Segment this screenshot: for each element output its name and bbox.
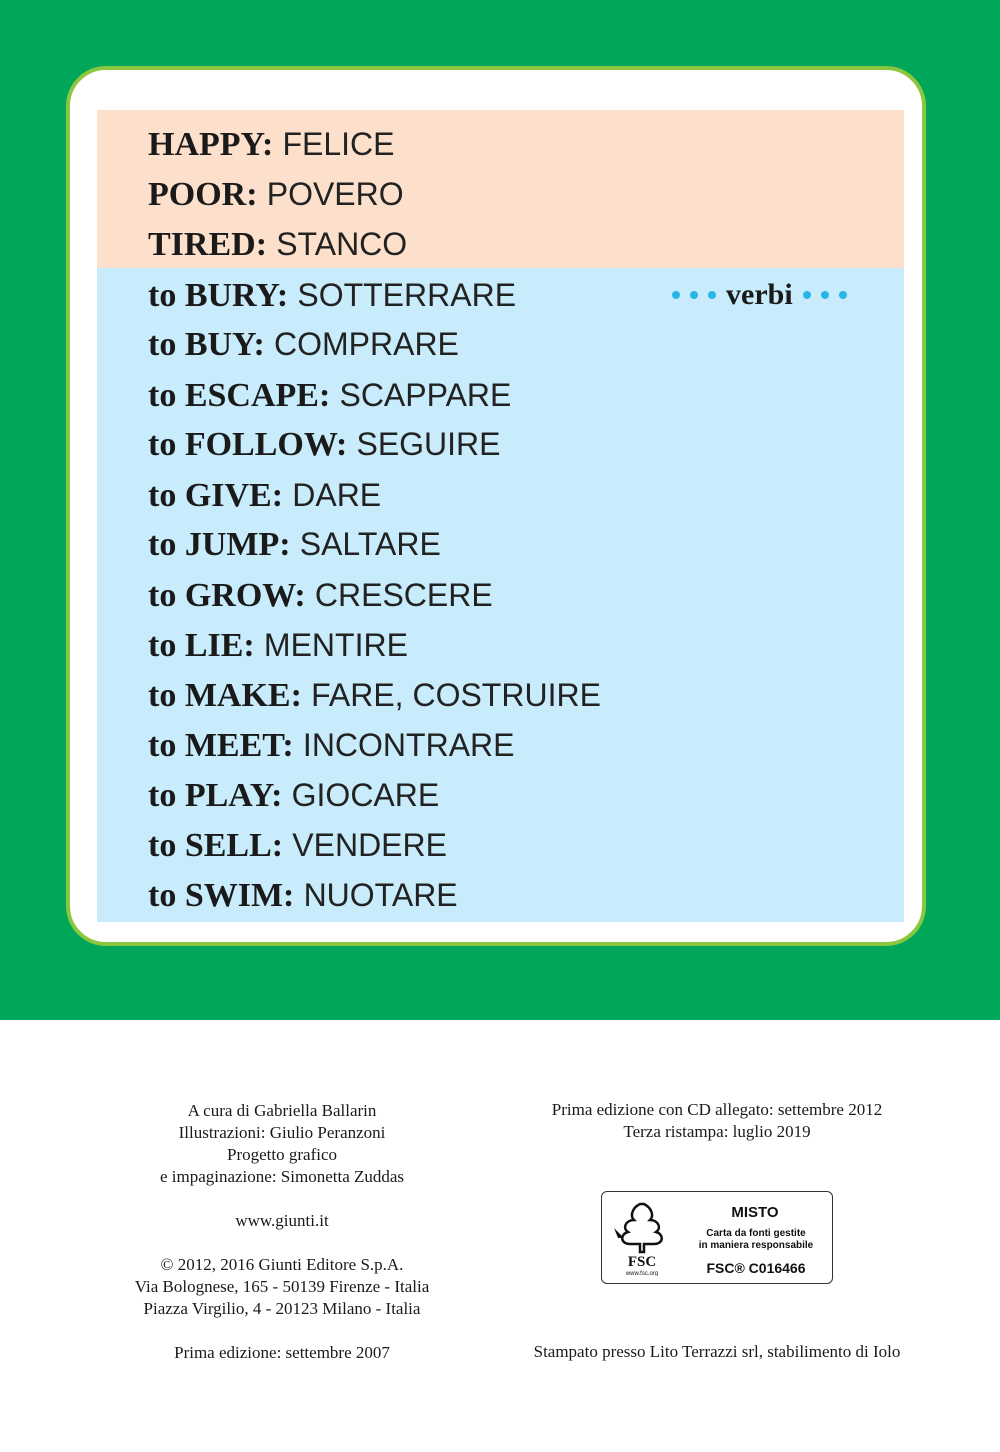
- vocab-term: to SELL:: [148, 827, 284, 864]
- vocab-term: POOR:: [148, 176, 258, 213]
- vocab-term: to MAKE:: [148, 677, 302, 714]
- fsc-misto-label: MISTO: [731, 1204, 779, 1221]
- vocab-translation: SEGUIRE: [356, 426, 501, 462]
- vocab-entry-buy: [148, 324, 459, 364]
- vocab-entry-follow: [148, 424, 501, 464]
- vocab-entry-tired: [148, 224, 407, 264]
- edition-line: Prima edizione con CD allegato: settembre 2012: [551, 1100, 883, 1119]
- vocab-term: to PLAY:: [148, 777, 283, 814]
- first-edition-date: Prima edizione: settembre 2007: [174, 1343, 390, 1362]
- vocab-translation: SOTTERRARE: [297, 277, 517, 313]
- copyright-line: © 2012, 2016 Giunti Editore S.p.A.: [160, 1255, 404, 1274]
- vocab-entry-give: [148, 475, 381, 515]
- svg-text:FSC: FSC: [627, 1254, 657, 1270]
- vocab-entry-play: [148, 775, 439, 815]
- credit-line: Illustrazioni: Giulio Peranzoni: [178, 1123, 386, 1142]
- vocab-translation: VENDERE: [292, 827, 447, 863]
- vocab-translation: STANCO: [276, 226, 408, 262]
- vocab-term: to GROW:: [148, 577, 306, 614]
- edition-info: [510, 1099, 924, 1143]
- vocab-term: to BUY:: [148, 326, 265, 363]
- vocab-entry-happy: [148, 124, 395, 164]
- printer-info: Stampato presso Lito Terrazzi srl, stabilimento di Iolo: [533, 1342, 901, 1361]
- fsc-license-code: FSC® C016466: [706, 1260, 806, 1276]
- verbs-section-tag: [672, 275, 847, 315]
- vocab-term: HAPPY:: [148, 126, 274, 163]
- vocab-term: to GIVE:: [148, 477, 284, 514]
- vocab-entry-bury: [148, 275, 516, 315]
- vocab-term: to FOLLOW:: [148, 426, 348, 463]
- vocab-entry-lie: [148, 625, 408, 665]
- svg-text:www.fsc.org: www.fsc.org: [625, 1271, 659, 1276]
- vocab-entry-swim: [148, 875, 458, 915]
- colophon-credits: [100, 1100, 464, 1320]
- vocab-entry-jump: [148, 524, 441, 564]
- vocab-translation: NUOTARE: [303, 877, 458, 913]
- vocab-term: to MEET:: [148, 727, 294, 764]
- vocab-translation: FARE, COSTRUIRE: [311, 677, 601, 713]
- vocab-translation: SCAPPARE: [339, 377, 512, 413]
- vocab-entry-escape: [148, 375, 511, 415]
- edition-line: Terza ristampa: luglio 2019: [623, 1122, 811, 1141]
- fsc-certification-label: [601, 1191, 833, 1284]
- vocab-term: to SWIM:: [148, 877, 295, 914]
- fsc-description: Carta da fonti gestite in maniera responsabile: [698, 1228, 814, 1251]
- address-line: Via Bolognese, 165 - 50139 Firenze - Italia: [134, 1277, 430, 1296]
- vocab-entry-poor: [148, 174, 404, 214]
- address-line: Piazza Virgilio, 4 - 20123 Milano - Italia: [143, 1299, 421, 1318]
- vocab-translation: POVERO: [266, 176, 404, 212]
- vocab-entry-sell: [148, 825, 447, 865]
- vocab-translation: DARE: [292, 477, 382, 513]
- credit-line: Progetto grafico: [227, 1145, 337, 1164]
- vocab-translation: GIOCARE: [291, 777, 440, 813]
- credit-line: A cura di Gabriella Ballarin: [187, 1101, 377, 1120]
- vocab-translation: CRESCERE: [314, 577, 493, 613]
- vocab-translation: COMPRARE: [273, 326, 459, 362]
- vocab-translation: MENTIRE: [263, 627, 408, 663]
- dots-decoration-right: [803, 291, 847, 299]
- dots-decoration-left: [672, 291, 716, 299]
- vocab-term: to LIE:: [148, 627, 255, 664]
- verbs-section-label: verbi: [726, 278, 793, 311]
- vocab-term: to JUMP:: [148, 526, 291, 563]
- vocab-term: TIRED:: [148, 226, 268, 263]
- vocab-translation: SALTARE: [299, 526, 441, 562]
- publisher-website: www.giunti.it: [235, 1211, 329, 1230]
- vocab-entry-meet: [148, 725, 514, 765]
- vocab-translation: INCONTRARE: [302, 727, 515, 763]
- vocab-entry-make: [148, 675, 601, 715]
- credit-line: e impaginazione: Simonetta Zuddas: [159, 1167, 405, 1186]
- vocab-term: to ESCAPE:: [148, 377, 331, 414]
- vocab-translation: FELICE: [282, 126, 395, 162]
- fsc-tree-logo-icon: [610, 1198, 674, 1276]
- vocab-entry-grow: [148, 575, 493, 615]
- vocab-term: to BURY:: [148, 277, 289, 314]
